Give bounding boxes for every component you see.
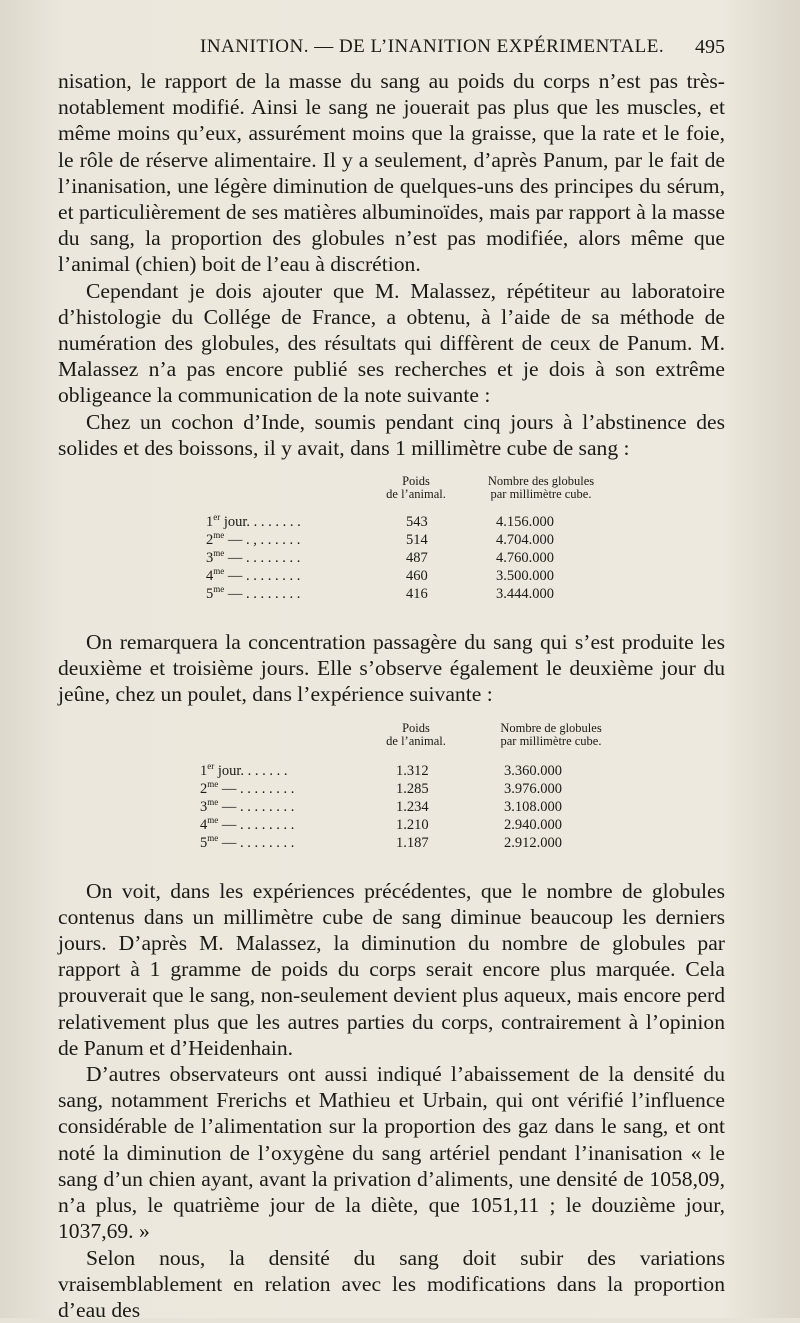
weight-cell: 487 <box>406 549 428 567</box>
day-label: $3^{me}$ — . . . . . . . . <box>206 549 300 567</box>
weight-cell: 543 <box>406 513 428 531</box>
table2-header-count <box>476 722 626 748</box>
page-header <box>60 30 725 64</box>
day-label: $3^{me}$ — . . . . . . . . <box>200 798 294 816</box>
table-guinea-pig <box>58 461 725 629</box>
page-number: 495 <box>695 36 725 59</box>
table-row <box>58 816 725 834</box>
running-title: INANITION. — DE L’INANITION EXPÉRIMENTALE. <box>200 36 664 58</box>
table2-header-weight <box>376 722 456 748</box>
weight-cell: 1.234 <box>396 798 429 816</box>
count-cell: 2.912.000 <box>504 834 562 852</box>
table-chicken <box>58 708 725 878</box>
table2-header-weight-line1: Poids <box>376 722 456 735</box>
table1-header-weight-line2: de l’animal. <box>376 488 456 501</box>
paragraph-5: On voit, dans les expériences précédentes, que le nombre de globules contenus dans un millimètre cube de sang diminue beaucoup les derniers jours. D’après M. Malassez, la diminution du nombre de globules par rapport à 1 gramme de poids du corps serait encore plus marquée. Cela prouverait que le sang, non-seulement devient plus aqueux, mais encore perd relativement plus que les autres parties du corps, contrairement à l’opinion de Panum et d’Heidenhain. <box>58 878 725 1061</box>
table2-header-count-line2: par millimètre cube. <box>476 735 626 748</box>
table-row <box>58 780 725 798</box>
day-label: 1er jour. . . . . . . <box>200 762 288 780</box>
count-cell: 4.760.000 <box>496 549 554 567</box>
day-label: 1er jour. . . . . . . . <box>206 513 301 531</box>
paragraph-3: Chez un cochon d’Inde, soumis pendant cinq jours à l’abstinence des solides et des boissons, il y avait, dans 1 millimètre cube de sang : <box>58 409 725 461</box>
count-cell: 3.976.000 <box>504 780 562 798</box>
paragraph-2: Cependant je dois ajouter que M. Malassez, répétiteur au laboratoire d’histologie du Collége de France, a obtenu, à l’aide de sa méthode de numération des globules, des résultats qui diffèrent de ceux de Panum. M. Malassez n’a pas encore publié ses recherches et je dois à son extrême obligeance la communication de la note suivante : <box>58 278 725 409</box>
table-row <box>58 762 725 780</box>
count-cell: 4.156.000 <box>496 513 554 531</box>
paragraph-4: On remarquera la concentration passagère du sang qui s’est produite les deuxième et troisième jours. Elle s’observe également le deuxième jour du jeûne, chez un poulet, dans l’expérience suivante : <box>58 629 725 708</box>
day-label: $2^{me}$ — . , . . . . . . <box>206 531 300 549</box>
day-label: $4^{me}$ — . . . . . . . . <box>200 816 294 834</box>
count-cell: 4.704.000 <box>496 531 554 549</box>
table1-header-count-line2: par millimètre cube. <box>466 488 616 501</box>
count-cell: 3.500.000 <box>496 567 554 585</box>
count-cell: 3.360.000 <box>504 762 562 780</box>
table2-header-weight-line2: de l’animal. <box>376 735 456 748</box>
day-label: $2^{me}$ — . . . . . . . . <box>200 780 294 798</box>
table1-header-count-line1: Nombre des globules <box>466 475 616 488</box>
table-row <box>58 567 725 585</box>
page-body <box>58 68 725 1323</box>
paragraph-7: Selon nous, la densité du sang doit subir des variations vraisemblablement en relation avec les modifications dans la proportion d’eau des <box>58 1245 725 1323</box>
weight-cell: 460 <box>406 567 428 585</box>
table-row <box>58 513 725 531</box>
weight-cell: 1.187 <box>396 834 429 852</box>
table-row <box>58 585 725 603</box>
paragraph-1: nisation, le rapport de la masse du sang au poids du corps n’est pas très-notablement modifié. Ainsi le sang ne jouerait pas plus que les muscles, et même moins qu’eux, assurément moins que la graisse, que la rate et le foie, le rôle de réserve alimentaire. Il y a seulement, d’après Panum, par le fait de l’inanisation, une légère diminution de quelques-uns des principes du sérum, et particulièrement de ses matières albuminoïdes, mais par rapport à la masse du sang, la proportion des globules n’est pas modifiée, alors même que l’animal (chien) boit de l’eau à discrétion. <box>58 68 725 278</box>
weight-cell: 1.285 <box>396 780 429 798</box>
table1-header-weight <box>376 475 456 501</box>
table-row <box>58 549 725 567</box>
table1-header-count <box>466 475 616 501</box>
table-row <box>58 531 725 549</box>
table-row <box>58 834 725 852</box>
weight-cell: 514 <box>406 531 428 549</box>
weight-cell: 1.312 <box>396 762 429 780</box>
table2-header-count-line1: Nombre de globules <box>476 722 626 735</box>
count-cell: 3.108.000 <box>504 798 562 816</box>
table1-header-weight-line1: Poids <box>376 475 456 488</box>
table-row <box>58 798 725 816</box>
count-cell: 2.940.000 <box>504 816 562 834</box>
weight-cell: 416 <box>406 585 428 603</box>
day-label: $4^{me}$ — . . . . . . . . <box>206 567 300 585</box>
paragraph-6: D’autres observateurs ont aussi indiqué l’abaissement de la densité du sang, notamment Frerichs et Mathieu et Urbain, qui ont vérifié l’influence considérable de l’alimentation sur la proportion des gaz dans le sang, et ont noté la diminution de l’oxygène du sang artériel pendant l’inanisation « le sang d’un chien ayant, avant la privation d’aliments, une densité de 1058,09, n’a plus, le quatrième jour de la diète, que 1051,11 ; le douzième jour, 1037,69. » <box>58 1061 725 1244</box>
weight-cell: 1.210 <box>396 816 429 834</box>
day-label: $5^{me}$ — . . . . . . . . <box>206 585 300 603</box>
count-cell: 3.444.000 <box>496 585 554 603</box>
day-label: $5^{me}$ — . . . . . . . . <box>200 834 294 852</box>
